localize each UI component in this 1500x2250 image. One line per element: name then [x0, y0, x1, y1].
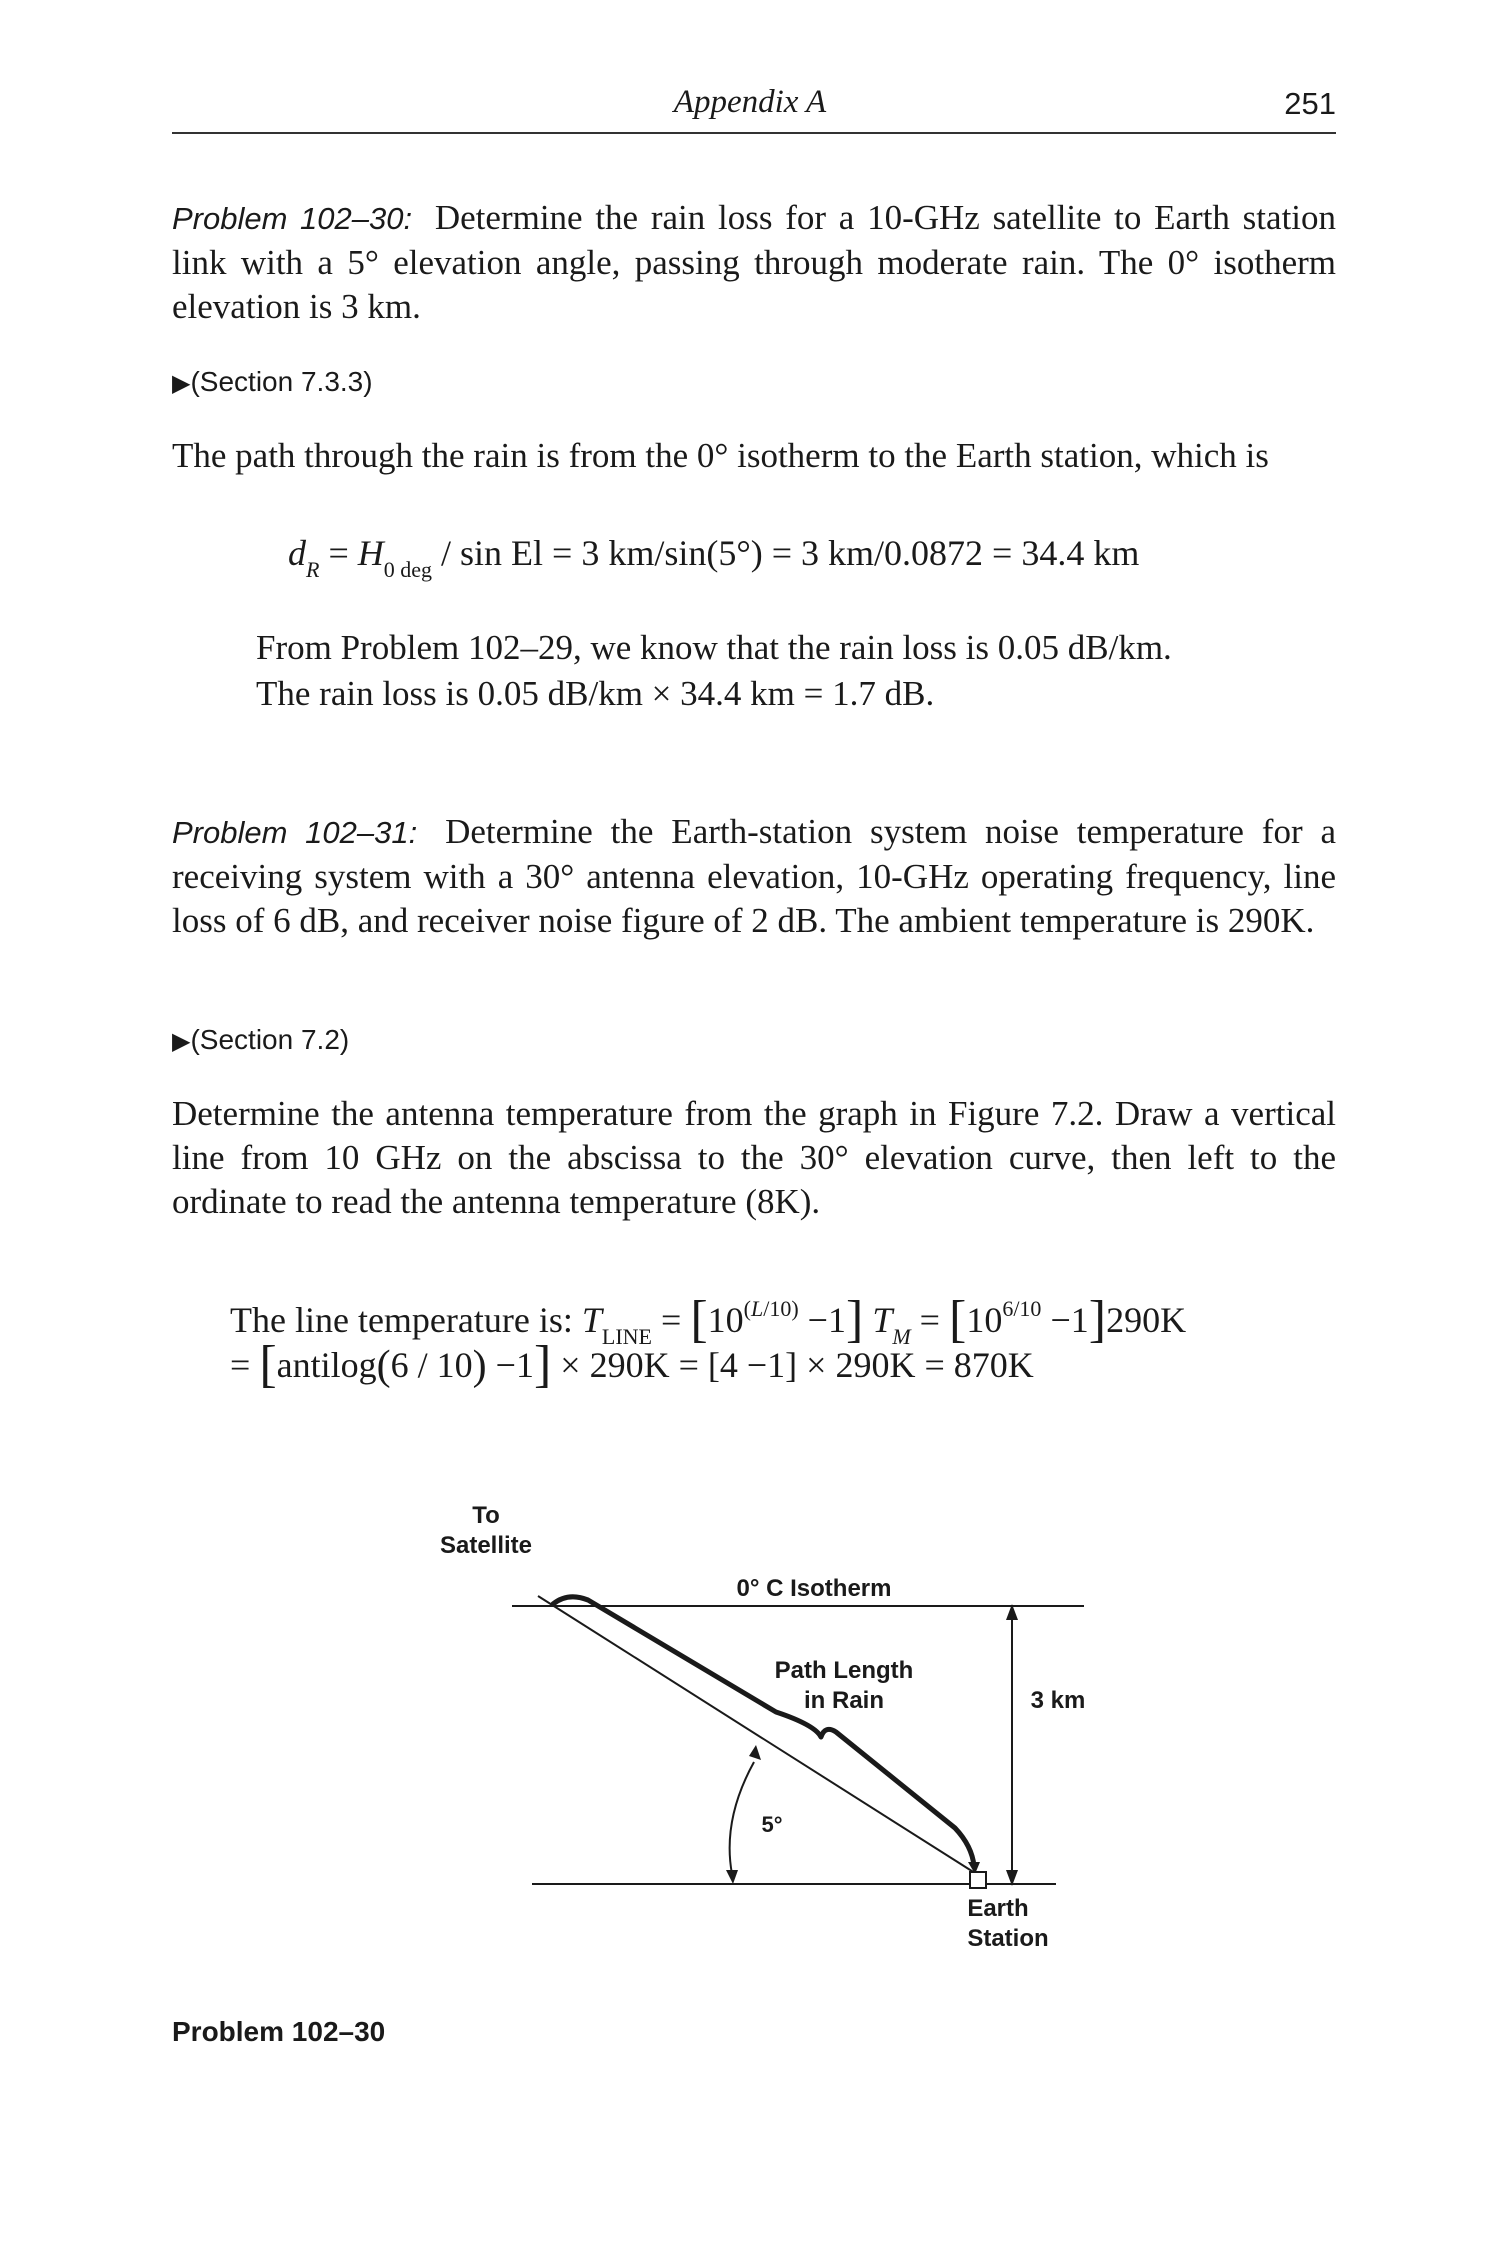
isotherm-label: 0° C Isotherm [736, 1575, 892, 1602]
problem-30-intro: The path through the rain is from the 0° isotherm to the Earth station, which is [172, 436, 1269, 475]
eq-rest: / sin El = 3 km/sin(5°) = 3 km/0.0872 = 34.4 km [432, 533, 1140, 573]
eq1-var-t: T [581, 1300, 602, 1340]
eq1-bracket2-close: ] [1088, 1291, 1107, 1348]
eq1-bracket-close: ] [845, 1291, 864, 1348]
satellite-path-line [538, 1596, 986, 1880]
eq-var-d: d [288, 533, 306, 573]
eq2-arg: 6 / 10 [390, 1345, 473, 1385]
eq-sub-0deg: 0 deg [383, 557, 433, 582]
eq1-exp-close: ) [791, 1296, 799, 1321]
problem-31-section: (Section 7.2) [190, 1024, 350, 1055]
problem-31-explanation: Determine the antenna temperature from the graph in Figure 7.2. Draw a vertical line from 10 GHz on the abscissa to the 30° elevation curve, then left to the ordinate to read the antenna temperature (8K). [172, 1094, 1336, 1221]
section-marker-icon: ▶ [172, 1028, 191, 1055]
eq2-tail: × 290K = [4 −1] × 290K = 870K [551, 1345, 1034, 1385]
earth-station-label-1: Earth [967, 1895, 1029, 1922]
eq1-bracket-open: [ [690, 1291, 708, 1348]
eq2-bracket-close: ] [533, 1336, 552, 1393]
eq1-equals-2: = [910, 1300, 949, 1340]
eq1-tail: 290K [1106, 1300, 1187, 1340]
eq1-base: 10 [707, 1300, 744, 1340]
eq2-minus-one: −1 [486, 1345, 534, 1385]
earth-station-box [970, 1872, 986, 1888]
eq-var-h: H [357, 533, 384, 573]
page-number: 251 [1284, 86, 1336, 121]
eq1-minus-one-2: −1 [1041, 1300, 1089, 1340]
eq1-sub-line: LINE [601, 1324, 652, 1349]
problem-30-result-1: From Problem 102–29, we know that the rain loss is 0.05 dB/km. [256, 628, 1172, 667]
path-length-label-2: in Rain [803, 1687, 885, 1714]
problem-30-text: Determine the rain loss for a 10-GHz satellite to Earth station link with a 5° elevation angle, passing through moderate rain. The 0° isotherm elevation is 3 km. [172, 198, 1337, 326]
eq1-exp-open: ( [743, 1296, 751, 1321]
path-length-label-1: Path Length [774, 1657, 914, 1684]
eq1-equals: = [652, 1300, 691, 1340]
eq1-sub-m: M [892, 1324, 911, 1349]
section-marker-icon: ▶ [172, 370, 191, 397]
running-header-title: Appendix A [673, 84, 827, 120]
eq2-paren-close: ) [472, 1343, 487, 1389]
eq1-var-tm: T [872, 1300, 893, 1340]
to-satellite-label-1: To [472, 1502, 500, 1529]
problem-31-text: Determine the Earth-station system noise temperature for a receiving system with a 30° antenna elevation, 10-GHz operating frequency, line loss of 6 dB, and receiver noise figure of 2 dB. The ambient temperature is 290K. [172, 812, 1336, 940]
eq2-antilog: antilog [276, 1345, 377, 1385]
eq1-bracket2-open: [ [948, 1291, 967, 1348]
problem-30-section: (Section 7.3.3) [190, 366, 373, 397]
eq1-prefix: The line temperature is: [230, 1300, 582, 1340]
earth-station-label-2: Station [967, 1925, 1049, 1952]
eq2-paren-open: ( [376, 1343, 391, 1389]
angle-arc [730, 1762, 754, 1874]
eq-sub-r: R [306, 557, 320, 582]
eq1-exp-var: L [750, 1296, 764, 1321]
angle-label: 5° [761, 1812, 783, 1837]
eq2-bracket-open: [ [259, 1336, 277, 1393]
to-satellite-label-2: Satellite [439, 1532, 533, 1559]
problem-31-label: Problem 102–31: [172, 815, 418, 850]
height-label: 3 km [1030, 1687, 1086, 1714]
eq2-lead: = [230, 1345, 260, 1385]
eq1-minus-one: −1 [798, 1300, 846, 1340]
eq1-exp-rest: /10 [763, 1296, 792, 1321]
angle-arrow-up-icon [749, 1745, 761, 1760]
eq1-base-2: 10 [966, 1300, 1003, 1340]
eq-equals: = [319, 533, 358, 573]
figure-caption: Problem 102–30 [172, 2016, 386, 2047]
problem-30-label: Problem 102–30: [172, 201, 413, 236]
eq1-exp-2: 6/10 [1002, 1296, 1042, 1321]
angle-arrow-down-icon [726, 1870, 738, 1884]
problem-30-result-2: The rain loss is 0.05 dB/km × 34.4 km = 1.7 dB. [256, 674, 935, 713]
